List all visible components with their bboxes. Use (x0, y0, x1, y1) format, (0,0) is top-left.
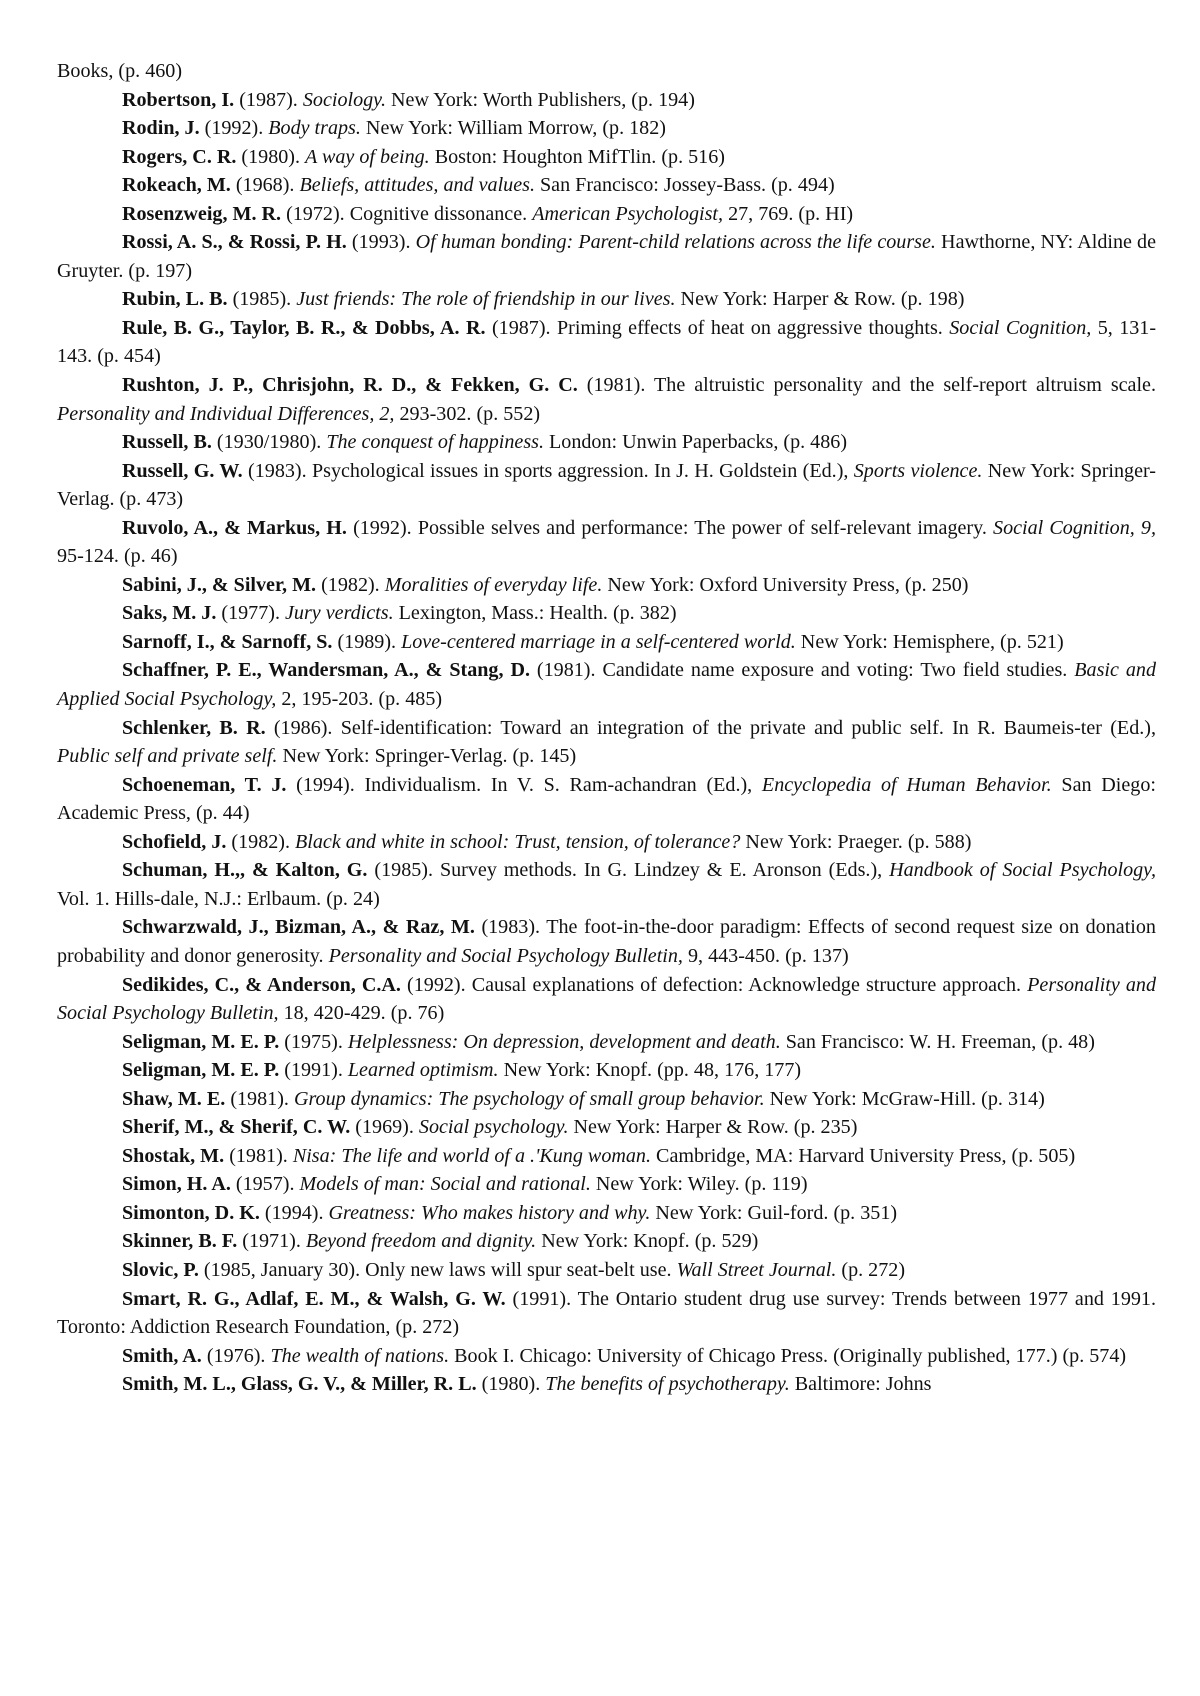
reference-entry (57, 771, 1156, 828)
reference-publication: 27, 769. (p. HI) (723, 202, 854, 225)
reference-entry (57, 228, 1156, 285)
reference-author: Rogers, C. R. (122, 145, 237, 168)
reference-text: Individualism. In V. S. Ram-achandran (Ed.), (364, 773, 762, 796)
reference-author: Seligman, M. E. P. (122, 1030, 280, 1053)
reference-publication: New York: William Morrow, (p. 182) (360, 117, 666, 140)
reference-publication: Lexington, Mass.: Health. (p. 382) (393, 602, 677, 625)
reference-author: Seligman, M. E. P. (122, 1059, 280, 1082)
reference-entry (57, 1113, 1156, 1142)
reference-publication: Boston: Houghton MifTlin. (p. 516) (429, 145, 725, 168)
reference-year: (1976). (201, 1344, 271, 1367)
reference-entry (57, 599, 1156, 628)
reference-author: Sarnoff, I., & Sarnoff, S. (122, 630, 333, 653)
reference-author: Robertson, I. (122, 88, 235, 111)
reference-entry (57, 971, 1156, 1028)
reference-author: Russell, B. (122, 431, 212, 454)
reference-publication: New York: Knopf. (p. 529) (536, 1230, 759, 1253)
reference-publication: 5, 131-143. (p. 454) (57, 316, 1157, 368)
reference-text: Psychological issues in sports aggression. In J. H. Goldstein (Ed.), (311, 459, 854, 482)
reference-author: Simonton, D. K. (122, 1201, 260, 1224)
reference-text: Causal explanations of defection: Acknowledge structure approach. (471, 973, 1028, 996)
reference-entry (57, 714, 1156, 771)
reference-year: (1991). (279, 1059, 348, 1082)
reference-year: (1982). (226, 830, 296, 853)
reference-publication: New York: Worth Publishers, (p. 194) (386, 88, 695, 111)
reference-title: Encyclopedia of Human Behavior. (761, 773, 1052, 796)
reference-author: Slovic, P. (122, 1258, 199, 1281)
reference-year: (1992). (199, 117, 269, 140)
reference-author: Schuman, H.,, & Kalton, G. (122, 859, 368, 882)
reference-author: Schlenker, B. R. (122, 716, 266, 739)
reference-title: Wall Street Journal. (676, 1258, 837, 1281)
reference-year: (1985). (227, 288, 297, 311)
reference-entry (57, 171, 1156, 200)
reference-title: Of human bonding: Parent-child relations across the life course. (415, 231, 936, 254)
reference-publication: 2, 195-203. (p. 485) (276, 688, 443, 711)
reference-title: Social psychology. (418, 1116, 569, 1139)
reference-publication: New York: Praeger. (p. 588) (740, 830, 972, 853)
reference-title: The conquest of happiness. (326, 431, 544, 454)
reference-author: Sherif, M., & Sherif, C. W. (122, 1116, 351, 1139)
reference-author: Rokeach, M. (122, 174, 231, 197)
reference-publication: 9, 443-450. (p. 137) (682, 944, 849, 967)
reference-author: Schoeneman, T. J. (122, 773, 287, 796)
reference-title: Love-centered marriage in a self-centered world. (401, 630, 796, 653)
reference-publication: New York: Harper & Row. (p. 198) (675, 288, 965, 311)
reference-text: The Ontario student drug use survey: Trends between 1977 and 1991. Toronto: Addiction Research Foundation, (p. 272) (57, 1287, 1157, 1339)
reference-title: The wealth of nations. (270, 1344, 450, 1367)
reference-entry (57, 656, 1156, 713)
reference-publication: San Francisco: Jossey-Bass. (p. 494) (534, 174, 835, 197)
reference-entry (57, 1227, 1156, 1256)
reference-year: (1986). (265, 716, 341, 739)
reference-entry (57, 913, 1156, 970)
reference-publication: 293-302. (p. 552) (394, 402, 541, 425)
reference-year: (1981). (577, 374, 655, 397)
reference-author: Sedikides, C., & Anderson, C.A. (122, 973, 401, 996)
reference-year: (1977). (216, 602, 285, 625)
reference-author: Rubin, L. B. (122, 288, 228, 311)
reference-year: (1971). (237, 1230, 306, 1253)
reference-publication: New York: McGraw-Hill. (p. 314) (764, 1087, 1045, 1110)
reference-title: Personality and Social Psychology Bulletin, (57, 973, 1156, 1025)
reference-publication: New York: Knopf. (pp. 48, 176, 177) (498, 1059, 802, 1082)
reference-author: Rosenzweig, M. R. (122, 202, 282, 225)
reference-entry (57, 86, 1156, 115)
reference-author: Schaffner, P. E., Wandersman, A., & Stang, D. (122, 659, 530, 682)
reference-title: Beyond freedom and dignity. (305, 1230, 537, 1253)
reference-title: American Psychologist, (532, 202, 724, 225)
reference-entry (57, 314, 1156, 371)
reference-title: Public self and private self. (57, 745, 278, 768)
reference-author: Rushton, J. P., Chrisjohn, R. D., & Fekken, G. C. (122, 374, 578, 397)
reference-year: (1930/1980). (211, 431, 327, 454)
reference-year: (1992). (400, 973, 472, 996)
reference-year: (1991). (505, 1287, 578, 1310)
reference-author: Smith, A. (122, 1344, 202, 1367)
reference-year: (1972). (281, 202, 350, 225)
reference-title: The benefits of psychotherapy. (545, 1373, 790, 1396)
reference-year: (1994). (286, 773, 365, 796)
reference-publication: Cambridge, MA: Harvard University Press, (p. 505) (651, 1144, 1076, 1167)
reference-text: Priming effects of heat on aggressive thoughts. (556, 316, 950, 339)
reference-publication: 95-124. (p. 46) (57, 545, 178, 568)
reference-entry (57, 1256, 1156, 1285)
reference-entry (57, 628, 1156, 657)
reference-publication: (p. 272) (836, 1258, 906, 1281)
reference-publication: San Diego: Academic Press, (p. 44) (57, 773, 1156, 825)
reference-title: Personality and Social Psychology Bulletin, (328, 944, 683, 967)
reference-author: Smart, R. G., Adlaf, E. M., & Walsh, G. W. (122, 1287, 506, 1310)
reference-entry (57, 828, 1156, 857)
reference-text: Candidate name exposure and voting: Two field studies. (602, 659, 1075, 682)
reference-year: (1957). (230, 1173, 300, 1196)
reference-publication: New York: Hemisphere, (p. 521) (795, 630, 1064, 653)
reference-publication: Hawthorne, NY: Aldine de Gruyter. (p. 197) (57, 231, 1156, 282)
reference-entry (57, 1285, 1156, 1342)
reference-publication: New York: Oxford University Press, (p. 250) (602, 573, 969, 596)
reference-publication: Baltimore: Johns (789, 1373, 932, 1396)
reference-entry (57, 371, 1156, 428)
reference-author: Saks, M. J. (122, 602, 217, 625)
reference-entry (57, 1028, 1156, 1057)
reference-publication: Vol. 1. Hills-dale, N.J.: Erlbaum. (p. 24) (57, 887, 380, 910)
reference-author: Shostak, M. (122, 1144, 225, 1167)
reference-title: Sports violence. (853, 459, 983, 482)
reference-author: Skinner, B. F. (122, 1230, 238, 1253)
reference-year: (1981). (224, 1144, 293, 1167)
reference-entry (57, 514, 1156, 571)
reference-author: Rossi, A. S., & Rossi, P. H. (122, 231, 347, 254)
reference-text: Possible selves and performance: The power of self-relevant imagery. (417, 516, 994, 539)
reference-entry (57, 1142, 1156, 1171)
reference-text: Self-identification: Toward an integration of the private and public self. In R. Baumeis-ter (Ed.), (340, 716, 1156, 739)
reference-year: (1987). (485, 316, 557, 339)
reference-text: Only new laws will spur seat-belt use. (365, 1258, 677, 1281)
reference-title: Jury verdicts. (285, 602, 394, 625)
reference-text: The altruistic personality and the self-report altruism scale. (654, 374, 1156, 397)
reference-year: (1980). (476, 1373, 546, 1396)
reference-author: Rule, B. G., Taylor, B. R., & Dobbs, A. R. (122, 316, 486, 339)
reference-text: Cognitive dissonance. (349, 202, 533, 225)
reference-entry (57, 1056, 1156, 1085)
reference-title: Handbook of Social Psychology, (889, 859, 1157, 882)
reference-author: Schwarzwald, J., Bizman, A., & Raz, M. (122, 916, 475, 939)
reference-publication: Book I. Chicago: University of Chicago Press. (Originally published, 177.) (p. 574) (449, 1344, 1127, 1367)
reference-title: Personality and Individual Differences, 2, (57, 402, 395, 425)
reference-entry (57, 1370, 1156, 1399)
reference-title: Beliefs, attitudes, and values. (299, 174, 535, 197)
reference-year: (1981). (225, 1087, 294, 1110)
reference-entry (57, 856, 1156, 913)
reference-year: (1983). (242, 459, 312, 482)
reference-year: (1968). (230, 174, 300, 197)
reference-text: The foot-in-the-door paradigm: Effects of second request size on donation probability and donor generosity. (57, 916, 1156, 967)
reference-title: Social Cognition, 9, (993, 516, 1157, 539)
reference-year: (1993). (346, 231, 416, 254)
reference-entry (57, 1170, 1156, 1199)
reference-author: Ruvolo, A., & Markus, H. (122, 516, 347, 539)
reference-publication: New York: Guil-ford. (p. 351) (650, 1201, 898, 1224)
reference-list (57, 57, 1156, 1399)
reference-year: (1985, January 30). (198, 1258, 366, 1281)
reference-entry (57, 1085, 1156, 1114)
reference-publication: London: Unwin Paperbacks, (p. 486) (543, 431, 848, 454)
reference-author: Smith, M. L., Glass, G. V., & Miller, R. L. (122, 1373, 477, 1396)
reference-entry (57, 285, 1156, 314)
reference-title: Models of man: Social and rational. (299, 1173, 591, 1196)
reference-year: (1994). (259, 1201, 329, 1224)
reference-entry (57, 457, 1156, 514)
reference-author: Schofield, J. (122, 830, 227, 853)
reference-author: Rodin, J. (122, 117, 200, 140)
reference-title: A way of being. (305, 145, 430, 168)
reference-publication: 18, 420-429. (p. 76) (278, 1002, 445, 1025)
reference-publication: New York: Springer-Verlag. (p. 145) (277, 745, 577, 768)
reference-title: Social Cognition, (949, 316, 1092, 339)
reference-publication: San Francisco: W. H. Freeman, (p. 48) (780, 1030, 1095, 1053)
reference-year: (1980). (236, 145, 306, 168)
reference-entry (57, 1199, 1156, 1228)
reference-author: Shaw, M. E. (122, 1087, 226, 1110)
reference-title: Body traps. (268, 117, 361, 140)
reference-title: Black and white in school: Trust, tension, of tolerance? (295, 830, 741, 853)
reference-year: (1987). (234, 88, 303, 111)
reference-author: Sabini, J., & Silver, M. (122, 573, 317, 596)
reference-title: Group dynamics: The psychology of small group behavior. (293, 1087, 765, 1110)
reference-year: (1981). (529, 659, 603, 682)
reference-entry (57, 428, 1156, 457)
reference-text: Survey methods. In G. Lindzey & E. Aronson (Eds.), (439, 859, 890, 882)
reference-entry (57, 1342, 1156, 1371)
reference-author: Russell, G. W. (122, 459, 243, 482)
reference-title: Learned optimism. (347, 1059, 499, 1082)
reference-entry (57, 200, 1156, 229)
reference-entry (57, 114, 1156, 143)
reference-title: Sociology. (302, 88, 386, 111)
reference-year: (1969). (350, 1116, 419, 1139)
reference-entries (57, 86, 1156, 1399)
reference-title: Moralities of everyday life. (384, 573, 603, 596)
reference-year: (1982). (316, 573, 385, 596)
reference-entry (57, 571, 1156, 600)
reference-year: (1992). (346, 516, 418, 539)
reference-title: Just friends: The role of friendship in our lives. (296, 288, 676, 311)
reference-entry (57, 143, 1156, 172)
reference-year: (1975). (279, 1030, 348, 1053)
reference-publication: New York: Springer-Verlag. (p. 473) (57, 459, 1157, 511)
reference-title: Basic and Applied Social Psychology, (57, 659, 1156, 711)
reference-year: (1983). (474, 916, 547, 939)
continued-entry-fragment: Books, (p. 460) (57, 60, 183, 82)
reference-author: Simon, H. A. (122, 1173, 231, 1196)
reference-year: (1989). (332, 630, 402, 653)
reference-title: Helplessness: On depression, development and death. (347, 1030, 781, 1053)
reference-title: Nisa: The life and world of a .'Kung woman. (292, 1144, 652, 1167)
reference-year: (1985). (367, 859, 440, 882)
reference-title: Greatness: Who makes history and why. (328, 1201, 651, 1224)
reference-publication: New York: Harper & Row. (p. 235) (568, 1116, 858, 1139)
reference-publication: New York: Wiley. (p. 119) (590, 1173, 808, 1196)
